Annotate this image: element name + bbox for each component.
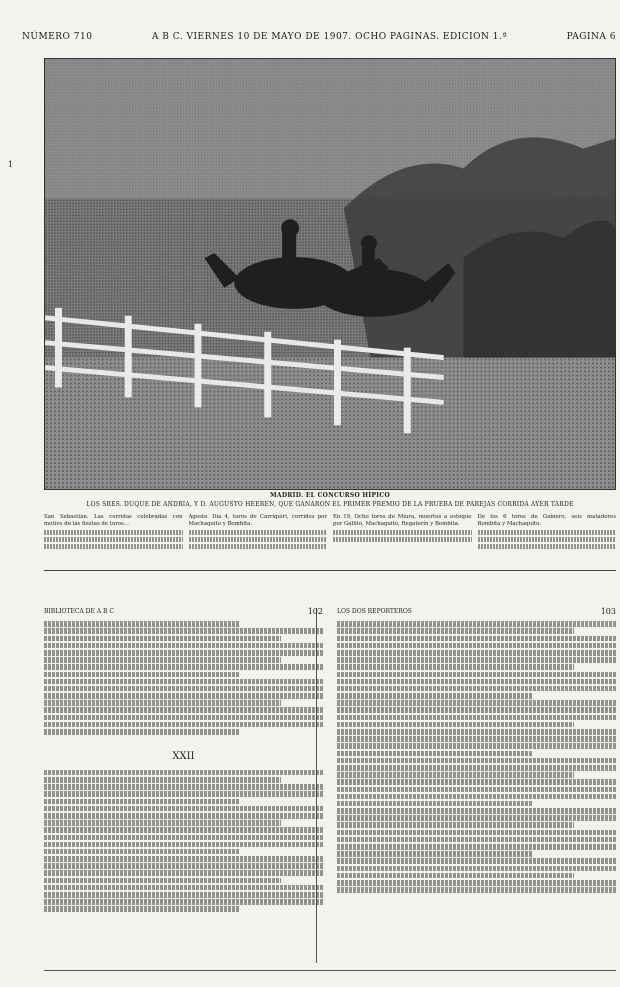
left-page-number: 102 — [307, 607, 323, 616]
photo-caption-text: LOS SRES. DUQUE DE ANDRIA, Y D. AUGUSTO HEEREN, QUE GANARON EL PRIMER PREMIO DE LA PRUEBA DE PAREJAS CORRIDA AYER TARDE — [86, 501, 574, 508]
newspaper-header — [22, 30, 616, 44]
column-4-text: De los 6 toros de Gamero, seis matadores Bombita y Machaquito. — [477, 514, 616, 527]
right-page-number: 103 — [600, 607, 616, 616]
chapter-heading: XXII — [172, 750, 195, 762]
left-page-title: BIBLIOTECA DE A B C — [44, 608, 114, 615]
photo-illustration — [45, 59, 615, 489]
column-2-text: Agosto. Día 4, toros de Carriquiri, corridos por Machaquito y Bombita. — [188, 514, 327, 527]
column-1 — [44, 514, 183, 570]
left-page-header — [44, 608, 323, 615]
column-3-text: En 19, Ocho toros de Miura, muertos a estoque por Gallito, Machaquito, Regaterín y Bombita. — [333, 514, 472, 527]
equestrian-photo — [44, 58, 616, 490]
serial-novel — [44, 608, 616, 968]
masthead-line: A B C. VIERNES 10 DE MAYO DE 1907. OCHO PAGINAS. EDICION 1.ª — [151, 32, 508, 42]
bottom-rule — [44, 970, 616, 971]
bullfight-columns — [44, 514, 616, 571]
photo-caption-title: MADRID. EL CONCURSO HÍPICO — [269, 492, 391, 499]
column-3 — [333, 514, 472, 570]
column-1-text: San Sebastián. Las corridas celebradas con motivo de las fiestas de toros... — [44, 514, 183, 527]
right-page-title: LOS DOS REPORTEROS — [337, 608, 412, 615]
issue-number: NÚMERO 710 — [22, 32, 93, 42]
column-4 — [478, 514, 617, 570]
page-number: PAGINA 6 — [566, 32, 616, 42]
right-page-header — [337, 608, 616, 615]
right-page — [337, 608, 616, 968]
column-2 — [189, 514, 328, 570]
left-page — [44, 608, 323, 968]
margin-mark: 1 — [8, 160, 14, 169]
